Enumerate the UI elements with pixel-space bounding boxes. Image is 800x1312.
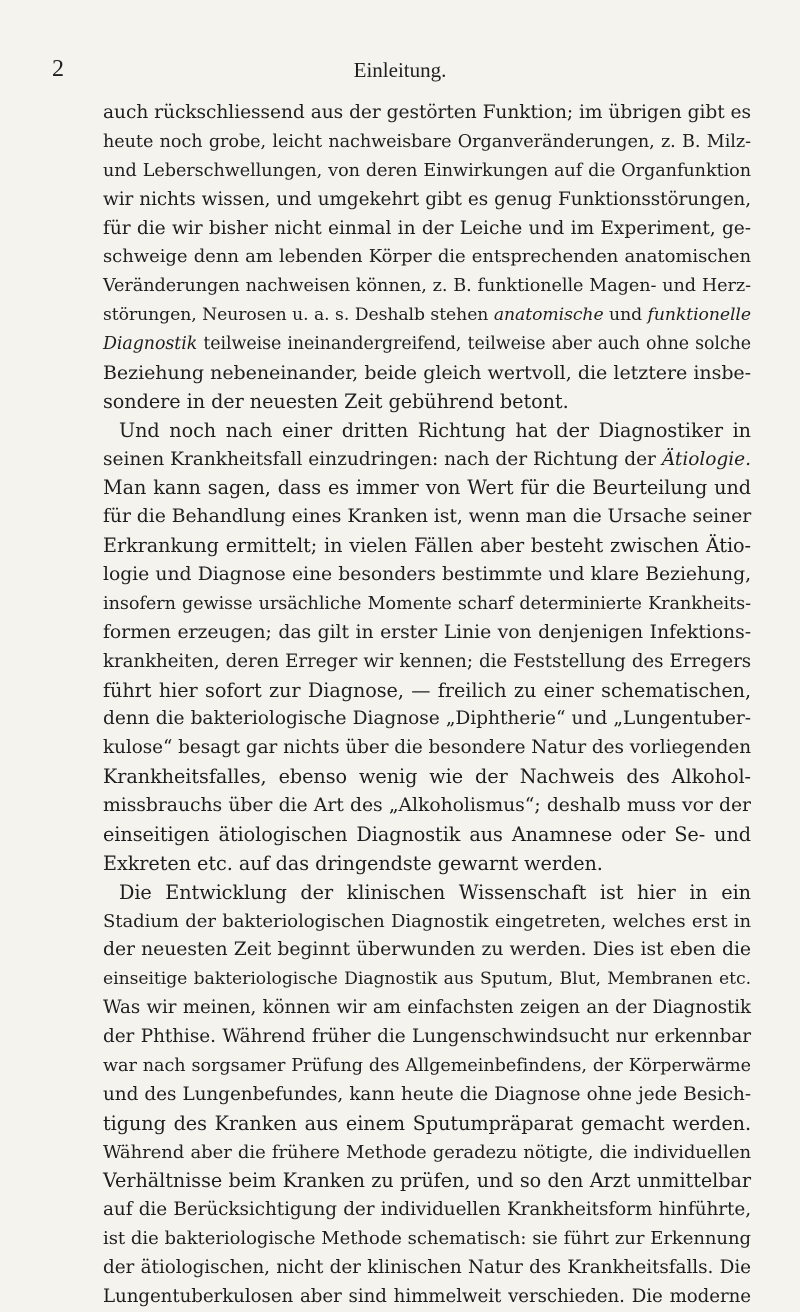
text-line: Veränderungen nachweisen können, z. B. funktionelle Magen- und Herz- [103, 276, 751, 297]
text-line: Lungentuberkulosen aber sind himmelweit verschieden. Die moderne [103, 1285, 751, 1307]
text-line: für die Behandlung eines Kranken ist, wenn man die Ursache seiner [103, 506, 752, 528]
text-line: krankheiten, deren Erreger wir kennen; die Feststellung des Erregers [103, 650, 751, 672]
text-line: Und noch nach einer dritten Richtung hat der Diagnostiker in [119, 418, 751, 442]
text-line: Exkreten etc. auf das dringendste gewarnt werden. [103, 851, 603, 875]
text-line: auf die Berücksichtigung der individuellen Krankheitsform hinführte, [103, 1199, 751, 1221]
text-line: Was wir meinen, können wir am einfachsten zeigen an der Diagnostik [103, 997, 751, 1019]
text-line: sondere in der neuesten Zeit gebührend betont. [103, 389, 569, 413]
text-line: einseitigen ätiologischen Diagnostik aus Anamnese oder Se- und [103, 822, 751, 846]
text-line: einseitige bakteriologische Diagnostik aus Sputum, Blut, Membranen etc. [103, 969, 751, 990]
text-line: Die Entwicklung der klinischen Wissenschaft ist hier in ein [119, 880, 751, 904]
text-line: der neuesten Zeit beginnt überwunden zu werden. Dies ist eben die [103, 939, 751, 961]
italic-term: funktionelle [647, 305, 751, 326]
text-line: für die wir bisher nicht einmal in der Leiche und im Experiment, ge- [103, 217, 751, 239]
running-title: Einleitung. [353, 58, 447, 82]
text-run: seinen Krankheitsfall einzudringen: nach der Richtung der [103, 448, 662, 470]
text-line: führt hier sofort zur Diagnose, — freilich zu einer schematischen, [103, 678, 751, 702]
text-line: missbrauchs über die Art des „Alkoholismus“; deshalb muss vor der [103, 795, 751, 816]
text-line: Beziehung nebeneinander, beide gleich wertvoll, die letztere insbe- [103, 361, 751, 384]
text-line: insofern gewisse ursächliche Momente scharf determinierte Krankheits- [103, 593, 751, 614]
text-line: logie und Diagnose eine besonders bestimmte und klare Beziehung, [103, 564, 751, 585]
text-line: und Leberschwellungen, von deren Einwirkungen auf die Organfunktion [103, 160, 751, 181]
text-line: Erkrankung ermittelt; in vielen Fällen aber besteht zwischen Ätio- [103, 534, 751, 558]
text-line: auch rückschliessend aus der gestörten Funktion; im übrigen gibt es [103, 102, 751, 123]
text-line: Man kann sagen, dass es immer von Wert für die Beurteilung und [103, 476, 751, 500]
italic-term: Diagnostik [103, 334, 198, 354]
text-line [103, 446, 751, 475]
text-line: ist die bakteriologische Methode schematisch: sie führt zur Erkennung [103, 1228, 751, 1250]
italic-term: anatomische [493, 305, 604, 326]
text-line: Während aber die frühere Methode geradezu nötigte, die individuellen [103, 1141, 751, 1163]
text-line: denn die bakteriologische Diagnose „Diphtherie“ und „Lungentuber- [103, 708, 751, 730]
text-line: formen erzeugen; das gilt in erster Linie von denjenigen Infektions- [103, 621, 751, 643]
text-line: kulose“ besagt gar nichts über die besondere Natur des vorliegenden [103, 737, 751, 759]
text-line [103, 301, 751, 330]
text-line: Stadium der bakteriologischen Diagnostik eingetreten, welches erst in [103, 910, 751, 932]
text-line: Krankheitsfalles, ebenso wenig wie der Nachweis des Alkohol- [103, 765, 751, 789]
text-line: Verhältnisse beim Kranken zu prüfen, und so den Arzt unmittelbar [103, 1169, 751, 1193]
text-line: schweige denn am lebenden Körper die entsprechenden anatomischen [103, 246, 751, 268]
italic-term: Ätiologie. [661, 448, 751, 470]
text-run: störungen, Neurosen u. a. s. Deshalb stehen [103, 305, 494, 326]
page-header [0, 50, 800, 84]
body-text [103, 99, 751, 1312]
text-line: und des Lungenbefundes, kann heute die Diagnose ohne jede Besich- [103, 1083, 751, 1105]
text-run: teilweise ineinandergreifend, teilweise aber auch ohne solche [197, 334, 751, 354]
text-line: der ätiologischen, nicht der klinischen Natur des Krankheitsfalls. Die [103, 1257, 751, 1278]
text-run: und [603, 305, 648, 326]
page-number: 2 [52, 56, 64, 82]
text-line: tigung des Kranken aus einem Sputumpräparat gemacht werden. [103, 1111, 751, 1135]
text-line: war nach sorgsamer Prüfung des Allgemeinbefindens, der Körperwärme [103, 1055, 751, 1076]
text-line: der Phthise. Während früher die Lungenschwindsucht nur erkennbar [103, 1026, 751, 1047]
text-line: heute noch grobe, leicht nachweisbare Organveränderungen, z. B. Milz- [103, 131, 751, 152]
text-line: wir nichts wissen, und umgekehrt gibt es genug Funktionsstörungen, [103, 188, 751, 210]
text-line [103, 330, 751, 359]
